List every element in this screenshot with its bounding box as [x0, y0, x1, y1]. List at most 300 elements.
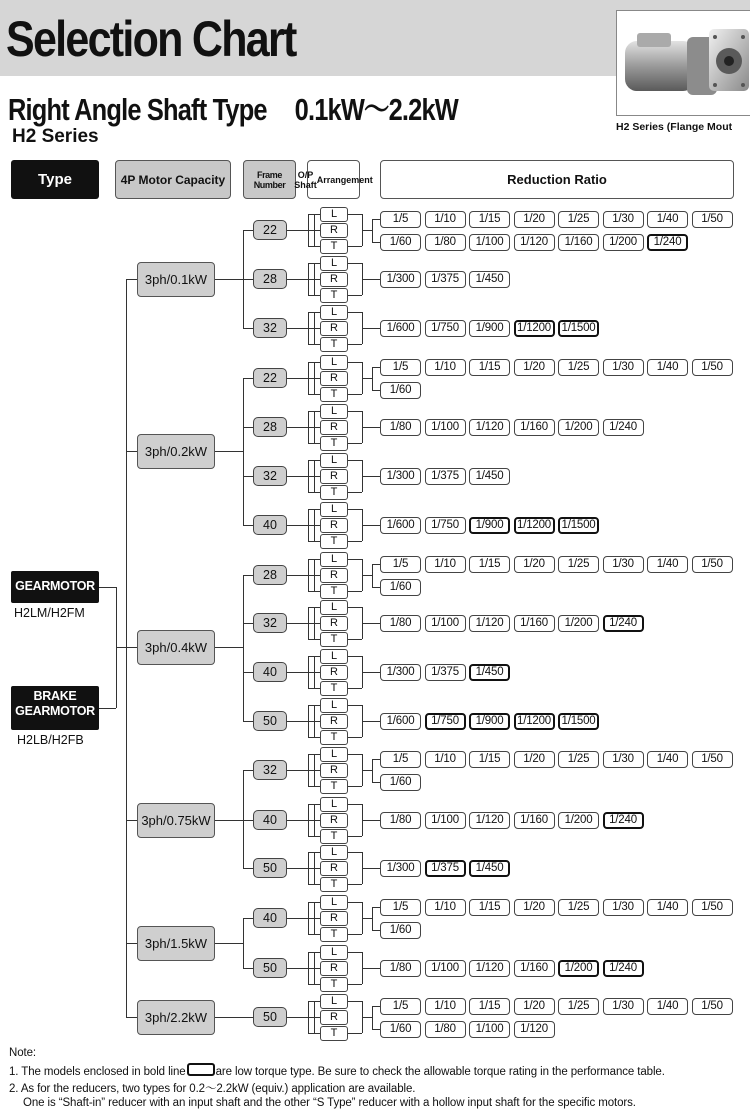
- photo-caption: H2 Series (Flange Mout: [616, 121, 733, 133]
- connector-line: [372, 564, 373, 587]
- connector-line: [362, 918, 372, 919]
- reduction-ratio-box: 1/15: [469, 359, 510, 376]
- series-label: H2 Series: [12, 126, 99, 147]
- connector-line: [372, 367, 380, 368]
- frame-number-box: 32: [253, 466, 287, 486]
- shaft-arrangement-t: T: [320, 877, 348, 892]
- reduction-ratio-box: 1/25: [558, 359, 599, 376]
- shaft-arrangement-t: T: [320, 681, 348, 696]
- reduction-ratio-box: 1/160: [514, 419, 555, 436]
- reduction-ratio-box: 1/10: [425, 211, 466, 228]
- reduction-ratio-box: 1/15: [469, 211, 510, 228]
- connector-line: [348, 688, 362, 689]
- connector-line: [372, 564, 380, 565]
- connector-line: [243, 476, 253, 477]
- reduction-ratio-box: 1/25: [558, 751, 599, 768]
- connector-line: [372, 907, 380, 908]
- connector-line: [348, 836, 362, 837]
- reduction-ratio-box: 1/20: [514, 998, 555, 1015]
- reduction-ratio-box: 1/30: [603, 556, 644, 573]
- connector-line: [287, 328, 308, 329]
- frame-number-box: 40: [253, 908, 287, 928]
- shaft-arrangement-r: R: [320, 861, 348, 876]
- connector-line: [348, 214, 362, 215]
- connector-line: [287, 378, 308, 379]
- connector-line: [372, 868, 380, 869]
- reduction-ratio-box: 1/300: [380, 664, 421, 681]
- note-2: 2. As for the reducers, two types for 0.2～2.2kW (equiv.) application are available.: [9, 1083, 416, 1095]
- reduction-ratio-box: 1/1200: [514, 320, 555, 337]
- connector-line: [348, 934, 362, 935]
- connector-line: [308, 884, 320, 885]
- shaft-arrangement-l: L: [320, 649, 348, 664]
- reduction-ratio-box: 1/15: [469, 556, 510, 573]
- connector-line: [314, 902, 315, 934]
- connector-line: [372, 1006, 373, 1029]
- connector-line: [314, 362, 315, 394]
- connector-line: [362, 575, 372, 576]
- shaft-arrangement-l: L: [320, 747, 348, 762]
- connector-line: [348, 509, 362, 510]
- connector-line: [308, 492, 320, 493]
- connector-line: [348, 786, 362, 787]
- reduction-ratio-box: 1/5: [380, 751, 421, 768]
- connector-line: [287, 918, 308, 919]
- shaft-arrangement-l: L: [320, 207, 348, 222]
- connector-line: [308, 984, 320, 985]
- connector-line: [215, 943, 243, 944]
- reduction-ratio-box: 1/50: [692, 556, 733, 573]
- page-title: Selection Chart: [6, 11, 296, 67]
- reduction-ratio-box: 1/120: [514, 1021, 555, 1038]
- shaft-arrangement-t: T: [320, 387, 348, 402]
- motor-capacity-box: 3ph/2.2kW: [137, 1000, 215, 1035]
- reduction-ratio-box: 1/200: [558, 960, 599, 977]
- connector-line: [243, 623, 253, 624]
- shaft-arrangement-r: R: [320, 763, 348, 778]
- reduction-ratio-box: 1/120: [469, 812, 510, 829]
- reduction-ratio-box: 1/450: [469, 468, 510, 485]
- connector-line: [215, 820, 243, 821]
- header-reduction-ratio: Reduction Ratio: [380, 160, 734, 199]
- shaft-arrangement-l: L: [320, 256, 348, 271]
- connector-line: [348, 952, 362, 953]
- reduction-ratio-box: 1/25: [558, 899, 599, 916]
- connector-line: [215, 1017, 253, 1018]
- frame-number-box: 40: [253, 662, 287, 682]
- frame-number-box: 28: [253, 269, 287, 289]
- type-name-line: BRAKE: [33, 689, 77, 703]
- shaft-arrangement-r: R: [320, 223, 348, 238]
- motor-capacity-box: 3ph/0.2kW: [137, 434, 215, 469]
- connector-line: [362, 968, 372, 969]
- reduction-ratio-box: 1/40: [647, 211, 688, 228]
- motor-capacity-box: 3ph/0.1kW: [137, 262, 215, 297]
- connector-line: [308, 639, 320, 640]
- shaft-arrangement-r: R: [320, 518, 348, 533]
- shaft-arrangement-r: R: [320, 469, 348, 484]
- connector-line: [348, 607, 362, 608]
- connector-line: [126, 451, 137, 452]
- connector-line: [372, 721, 380, 722]
- connector-line: [287, 868, 308, 869]
- reduction-ratio-box: 1/80: [380, 615, 421, 632]
- connector-line: [126, 943, 137, 944]
- bold-box-sample: [187, 1063, 215, 1076]
- connector-line: [314, 460, 315, 492]
- connector-line: [243, 770, 253, 771]
- reduction-ratio-box: 1/50: [692, 359, 733, 376]
- motor-capacity-box: 3ph/0.75kW: [137, 803, 215, 838]
- reduction-ratio-box: 1/10: [425, 556, 466, 573]
- shaft-arrangement-l: L: [320, 994, 348, 1009]
- reduction-ratio-box: 1/80: [380, 419, 421, 436]
- connector-line: [362, 378, 372, 379]
- shaft-arrangement-l: L: [320, 945, 348, 960]
- header-frame-number: Frame Number: [243, 160, 296, 199]
- connector-line: [314, 509, 315, 541]
- reduction-ratio-box: 1/240: [603, 960, 644, 977]
- type-badge-1: [11, 571, 99, 603]
- reduction-ratio-box: 1/600: [380, 320, 421, 337]
- connector-line: [314, 952, 315, 984]
- reduction-ratio-box: 1/10: [425, 899, 466, 916]
- reduction-ratio-box: 1/300: [380, 860, 421, 877]
- connector-line: [372, 367, 373, 390]
- connector-line: [126, 279, 137, 280]
- reduction-ratio-box: 1/100: [425, 615, 466, 632]
- frame-number-box: 28: [253, 417, 287, 437]
- frame-number-box: 28: [253, 565, 287, 585]
- shaft-arrangement-t: T: [320, 239, 348, 254]
- reduction-ratio-box: 1/60: [380, 579, 421, 596]
- connector-line: [314, 411, 315, 443]
- frame-number-box: 50: [253, 711, 287, 731]
- connector-line: [348, 246, 362, 247]
- connector-line: [348, 263, 362, 264]
- reduction-ratio-box: 1/600: [380, 517, 421, 534]
- reduction-ratio-box: 1/40: [647, 899, 688, 916]
- connector-line: [287, 968, 308, 969]
- connector-line: [287, 525, 308, 526]
- reduction-ratio-box: 1/60: [380, 1021, 421, 1038]
- frame-number-box: 32: [253, 613, 287, 633]
- connector-line: [348, 295, 362, 296]
- connector-line: [372, 390, 380, 391]
- shaft-arrangement-l: L: [320, 797, 348, 812]
- connector-line: [348, 344, 362, 345]
- subtitle-text: Right Angle Shaft Type: [8, 92, 267, 127]
- motor-capacity-box: 3ph/1.5kW: [137, 926, 215, 961]
- connector-line: [287, 820, 308, 821]
- note-1: [9, 1063, 665, 1078]
- reduction-ratio-box: 1/30: [603, 211, 644, 228]
- reduction-ratio-box: 1/25: [558, 556, 599, 573]
- reduction-ratio-box: 1/5: [380, 359, 421, 376]
- connector-line: [362, 427, 372, 428]
- connector-line: [308, 786, 320, 787]
- reduction-ratio-box: 1/100: [469, 234, 510, 251]
- note-heading: Note:: [9, 1047, 36, 1059]
- connector-line: [348, 394, 362, 395]
- connector-line: [243, 918, 253, 919]
- connector-line: [287, 623, 308, 624]
- shaft-arrangement-r: R: [320, 911, 348, 926]
- shaft-arrangement-l: L: [320, 600, 348, 615]
- reduction-ratio-box: 1/25: [558, 211, 599, 228]
- reduction-ratio-box: 1/600: [380, 713, 421, 730]
- reduction-ratio-box: 1/10: [425, 359, 466, 376]
- connector-line: [372, 907, 373, 930]
- shaft-arrangement-l: L: [320, 305, 348, 320]
- connector-line: [372, 219, 380, 220]
- reduction-ratio-box: 1/10: [425, 751, 466, 768]
- frame-number-box: 22: [253, 368, 287, 388]
- note-1-text-a: 1. The models enclosed in bold line: [9, 1066, 186, 1078]
- reduction-ratio-box: 1/10: [425, 998, 466, 1015]
- connector-line: [314, 607, 315, 639]
- connector-line: [308, 541, 320, 542]
- reduction-ratio-box: 1/40: [647, 556, 688, 573]
- reduction-ratio-box: 1/60: [380, 234, 421, 251]
- connector-line: [243, 328, 253, 329]
- connector-line: [348, 362, 362, 363]
- reduction-ratio-box: 1/160: [514, 812, 555, 829]
- connector-line: [348, 591, 362, 592]
- reduction-ratio-box: 1/40: [647, 359, 688, 376]
- shaft-arrangement-r: R: [320, 714, 348, 729]
- connector-line: [372, 476, 380, 477]
- note-1-text-b: are low torque type. Be sure to check the allowable torque rating in the performance table.: [215, 1066, 665, 1078]
- connector-line: [308, 934, 320, 935]
- reduction-ratio-box: 1/450: [469, 860, 510, 877]
- shaft-arrangement-t: T: [320, 730, 348, 745]
- reduction-ratio-box: 1/1200: [514, 713, 555, 730]
- connector-line: [243, 230, 253, 231]
- frame-number-box: 40: [253, 515, 287, 535]
- connector-line: [287, 279, 308, 280]
- shaft-arrangement-t: T: [320, 485, 348, 500]
- connector-line: [348, 639, 362, 640]
- shaft-arrangement-t: T: [320, 829, 348, 844]
- reduction-ratio-box: 1/160: [514, 615, 555, 632]
- frame-number-box: 50: [253, 958, 287, 978]
- reduction-ratio-box: 1/1500: [558, 320, 599, 337]
- connector-line: [362, 868, 372, 869]
- connector-line: [348, 737, 362, 738]
- shaft-arrangement-l: L: [320, 552, 348, 567]
- header-type: Type: [11, 160, 99, 199]
- connector-line: [362, 279, 372, 280]
- reduction-ratio-box: 1/80: [425, 1021, 466, 1038]
- connector-line: [287, 427, 308, 428]
- connector-line: [314, 312, 315, 344]
- reduction-ratio-box: 1/375: [425, 271, 466, 288]
- connector-line: [314, 656, 315, 688]
- connector-line: [287, 1017, 308, 1018]
- connector-line: [362, 476, 372, 477]
- frame-number-box: 32: [253, 760, 287, 780]
- connector-line: [243, 378, 244, 525]
- connector-line: [287, 770, 308, 771]
- connector-line: [348, 411, 362, 412]
- reduction-ratio-box: 1/1200: [514, 517, 555, 534]
- reduction-ratio-box: 1/375: [425, 860, 466, 877]
- reduction-ratio-box: 1/20: [514, 899, 555, 916]
- connector-line: [348, 884, 362, 885]
- connector-line: [308, 443, 320, 444]
- connector-line: [362, 721, 372, 722]
- reduction-ratio-box: 1/450: [469, 271, 510, 288]
- reduction-ratio-box: 1/100: [425, 812, 466, 829]
- power-range: 0.1kW～2.2kW: [294, 92, 458, 127]
- reduction-ratio-box: 1/900: [469, 517, 510, 534]
- connector-line: [126, 647, 137, 648]
- connector-line: [287, 476, 308, 477]
- connector-line: [308, 836, 320, 837]
- reduction-ratio-box: 1/120: [469, 960, 510, 977]
- reduction-ratio-box: 1/30: [603, 899, 644, 916]
- connector-line: [372, 968, 380, 969]
- connector-line: [243, 575, 253, 576]
- reduction-ratio-box: 1/1500: [558, 713, 599, 730]
- connector-line: [308, 344, 320, 345]
- reduction-ratio-box: 1/240: [647, 234, 688, 251]
- reduction-ratio-box: 1/240: [603, 419, 644, 436]
- shaft-arrangement-t: T: [320, 534, 348, 549]
- connector-line: [372, 782, 380, 783]
- connector-line: [348, 443, 362, 444]
- shaft-arrangement-r: R: [320, 813, 348, 828]
- shaft-arrangement-l: L: [320, 502, 348, 517]
- connector-line: [348, 984, 362, 985]
- type-models-2: H2LB/H2FB: [17, 733, 84, 747]
- connector-line: [348, 902, 362, 903]
- shaft-arrangement-r: R: [320, 321, 348, 336]
- connector-line: [126, 820, 137, 821]
- reduction-ratio-box: 1/80: [380, 960, 421, 977]
- connector-line: [372, 820, 380, 821]
- shaft-arrangement-r: R: [320, 272, 348, 287]
- connector-line: [372, 623, 380, 624]
- shaft-arrangement-r: R: [320, 616, 348, 631]
- reduction-ratio-box: 1/160: [558, 234, 599, 251]
- frame-number-box: 40: [253, 810, 287, 830]
- reduction-ratio-box: 1/200: [558, 419, 599, 436]
- header-op-line1: O/P Shaft: [294, 169, 317, 190]
- connector-line: [314, 214, 315, 246]
- connector-line: [243, 525, 253, 526]
- connector-line: [243, 378, 253, 379]
- shaft-arrangement-l: L: [320, 355, 348, 370]
- shaft-arrangement-l: L: [320, 845, 348, 860]
- connector-line: [243, 427, 253, 428]
- reduction-ratio-box: 1/40: [647, 751, 688, 768]
- reduction-ratio-box: 1/50: [692, 211, 733, 228]
- reduction-ratio-box: 1/100: [469, 1021, 510, 1038]
- shaft-arrangement-t: T: [320, 977, 348, 992]
- shaft-arrangement-l: L: [320, 895, 348, 910]
- frame-number-box: 32: [253, 318, 287, 338]
- connector-line: [308, 688, 320, 689]
- reduction-ratio-box: 1/80: [380, 812, 421, 829]
- connector-line: [362, 820, 372, 821]
- connector-line: [215, 451, 243, 452]
- reduction-ratio-box: 1/15: [469, 751, 510, 768]
- connector-line: [308, 737, 320, 738]
- shaft-arrangement-t: T: [320, 927, 348, 942]
- reduction-ratio-box: 1/100: [425, 419, 466, 436]
- shaft-arrangement-r: R: [320, 1010, 348, 1025]
- reduction-ratio-box: 1/200: [603, 234, 644, 251]
- gearmotor-image: [617, 11, 750, 117]
- reduction-ratio-box: 1/900: [469, 713, 510, 730]
- connector-line: [126, 279, 127, 1017]
- connector-line: [314, 1001, 315, 1033]
- connector-line: [372, 279, 380, 280]
- connector-line: [243, 279, 253, 280]
- reduction-ratio-box: 1/50: [692, 899, 733, 916]
- connector-line: [362, 672, 372, 673]
- reduction-ratio-box: 1/60: [380, 922, 421, 939]
- connector-line: [243, 672, 253, 673]
- connector-line: [314, 263, 315, 295]
- shaft-arrangement-t: T: [320, 337, 348, 352]
- reduction-ratio-box: 1/60: [380, 382, 421, 399]
- shaft-arrangement-r: R: [320, 568, 348, 583]
- connector-line: [372, 672, 380, 673]
- reduction-ratio-box: 1/160: [514, 960, 555, 977]
- reduction-ratio-box: 1/375: [425, 468, 466, 485]
- reduction-ratio-box: 1/200: [558, 812, 599, 829]
- product-photo: [616, 10, 750, 116]
- connector-line: [348, 1033, 362, 1034]
- connector-line: [372, 525, 380, 526]
- reduction-ratio-box: 1/750: [425, 517, 466, 534]
- connector-line: [348, 754, 362, 755]
- type-name-line: GEARMOTOR: [15, 704, 95, 718]
- reduction-ratio-box: 1/50: [692, 751, 733, 768]
- shaft-arrangement-r: R: [320, 371, 348, 386]
- reduction-ratio-box: 1/20: [514, 751, 555, 768]
- connector-line: [215, 279, 243, 280]
- connector-line: [99, 587, 116, 588]
- header-op-shaft: [294, 160, 373, 199]
- reduction-ratio-box: 1/30: [603, 998, 644, 1015]
- header-motor-capacity: 4P Motor Capacity: [115, 160, 231, 199]
- reduction-ratio-box: 1/20: [514, 556, 555, 573]
- connector-line: [348, 541, 362, 542]
- shaft-arrangement-t: T: [320, 288, 348, 303]
- shaft-arrangement-r: R: [320, 665, 348, 680]
- reduction-ratio-box: 1/240: [603, 812, 644, 829]
- reduction-ratio-box: 1/100: [425, 960, 466, 977]
- connector-line: [126, 1017, 137, 1018]
- reduction-ratio-box: 1/40: [647, 998, 688, 1015]
- connector-line: [372, 930, 380, 931]
- connector-line: [314, 804, 315, 836]
- connector-line: [372, 242, 380, 243]
- reduction-ratio-box: 1/450: [469, 664, 510, 681]
- frame-number-box: 50: [253, 858, 287, 878]
- connector-line: [287, 230, 308, 231]
- reduction-ratio-box: 1/120: [469, 615, 510, 632]
- connector-line: [372, 1029, 380, 1030]
- connector-line: [348, 460, 362, 461]
- shaft-arrangement-l: L: [320, 453, 348, 468]
- type-models-1: H2LM/H2FM: [14, 606, 85, 620]
- connector-line: [372, 759, 380, 760]
